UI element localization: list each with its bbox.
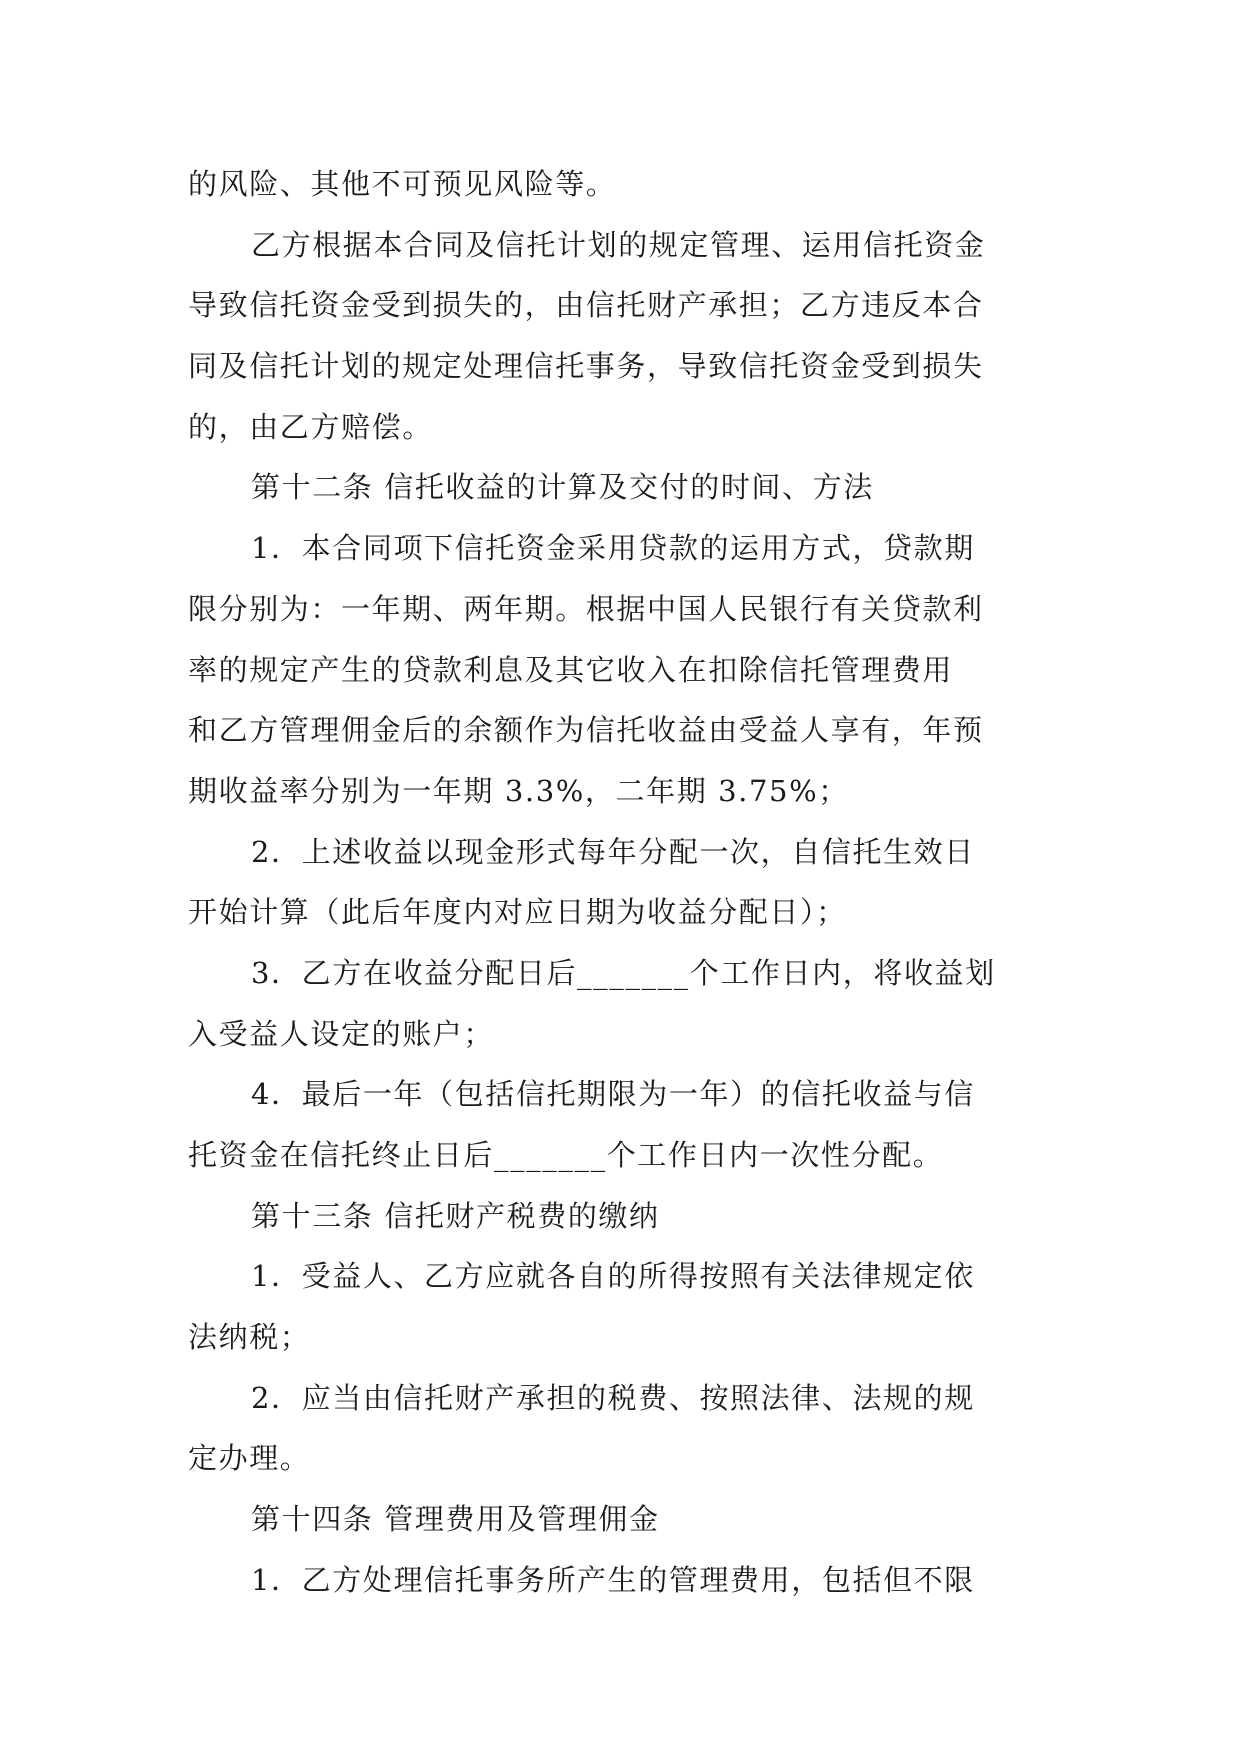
text-line: 托资金在信托终止日后_______个工作日内一次性分配。 xyxy=(188,1138,944,1172)
text-line: 2．应当由信托财产承担的税费、按照法律、法规的规 xyxy=(251,1380,975,1415)
text-line: 2．上述收益以现金形式每年分配一次，自信托生效日 xyxy=(251,834,975,869)
text-line: 导致信托资金受到损失的，由信托财产承担；乙方违反本合 xyxy=(188,288,984,323)
article-heading: 第十四条 管理费用及管理佣金 xyxy=(251,1502,660,1537)
text-line: 4．最后一年（包括信托期限为一年）的信托收益与信 xyxy=(251,1077,975,1112)
article-heading: 第十三条 信托财产税费的缴纳 xyxy=(251,1198,660,1233)
text-line: 乙方根据本合同及信托计划的规定管理、运用信托资金 xyxy=(251,227,986,262)
text-line: 率的规定产生的贷款利息及其它收入在扣除信托管理费用 xyxy=(188,652,954,687)
text-line: 期收益率分别为一年期 3.3%，二年期 3.75%； xyxy=(188,773,849,808)
text-line: 限分别为：一年期、两年期。根据中国人民银行有关贷款利 xyxy=(188,591,984,626)
text-line: 的，由乙方赔偿。 xyxy=(188,409,433,444)
text-line: 同及信托计划的规定处理信托事务，导致信托资金受到损失 xyxy=(188,349,984,384)
text-line: 1．本合同项下信托资金采用贷款的运用方式，贷款期 xyxy=(251,531,975,566)
text-line: 3．乙方在收益分配日后_______个工作日内，将收益划 xyxy=(251,955,996,990)
text-line: 1．乙方处理信托事务所产生的管理费用，包括但不限 xyxy=(251,1562,975,1597)
text-line: 开始计算（此后年度内对应日期为收益分配日）； xyxy=(188,895,847,930)
text-line: 定办理。 xyxy=(188,1441,311,1476)
text-line: 入受益人设定的账户； xyxy=(188,1016,495,1051)
article-heading: 第十二条 信托收益的计算及交付的时间、方法 xyxy=(251,470,874,505)
text-line: 法纳税； xyxy=(188,1320,311,1355)
text-line: 1．受益人、乙方应就各自的所得按照有关法律规定依 xyxy=(251,1259,975,1294)
text-line: 和乙方管理佣金后的余额作为信托收益由受益人享有，年预 xyxy=(188,713,984,748)
text-line: 的风险、其他不可预见风险等。 xyxy=(188,167,617,201)
document-body xyxy=(188,154,1058,1611)
